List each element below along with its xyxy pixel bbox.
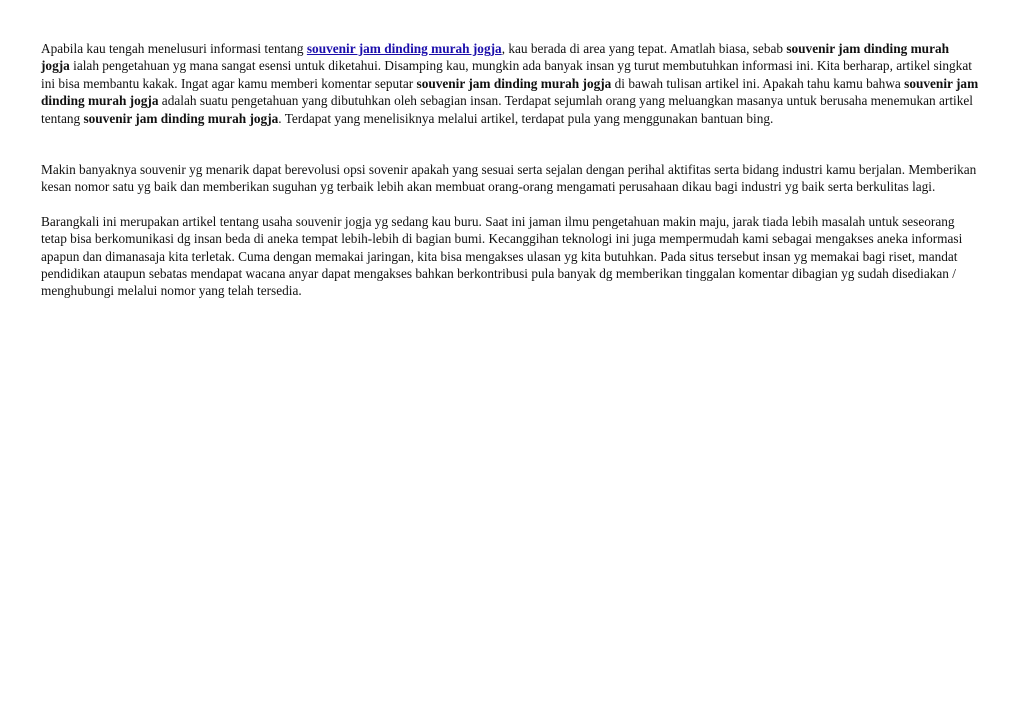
souvenir-paragraph: Makin banyaknya souvenir yg menarik dapat berevolusi opsi sovenir apakah yang sesuai serta sejalan dengan perihal aktifitas serta bidang industri kamu berjalan. Memberikan kesan nomor satu yg baik dan memberikan suguhan yg terbaik lebih akan membuat orang-orang mengamati perusahaan dikau bagi industri yg baik serta berkulitas lagi. bbox=[41, 162, 977, 195]
intro-text-6: . Terdapat yang menelisiknya melalui artikel, terdapat pula yang menggunakan bantuan bing. bbox=[278, 110, 774, 126]
intro-text-5: adalah suatu pengetahuan yang dibutuhkan oleh sebagian insan. Terdapat sejumlah orang yang meluangkan masanya untuk berusaha menemukan artikel tentang bbox=[41, 93, 973, 126]
document-page bbox=[41, 40, 981, 300]
intro-text-2: , kau berada di area yang tepat. Amatlah biasa, sebab bbox=[501, 41, 787, 56]
keyword-bold-2: souvenir jam dinding murah jogja bbox=[416, 75, 612, 91]
intro-paragraph bbox=[41, 40, 981, 127]
article-paragraph: Barangkali ini merupakan artikel tentang usaha souvenir jogja yg sedang kau buru. Saat ini jaman ilmu pengetahuan makin maju, jarak tiada lebih masalah untuk seseorang tetap bisa berkomunikasi dg insan beda di aneka tempat lebih-lebih di bagian bumi. Kecanggihan teknologi ini juga mempermudah kami sebagai mengakses aneka informasi apapun dan dimanasaja kita terletak. Cuma dengan memakai jaringan, kita bisa mengakses ulasan yg kita butuhkan. Pada situs tersebut insan yg memakai bagi riset, mandat pendidikan ataupun sebatas mendapat wacana anyar dapat mengakses bahkan berkontribusi pula banyak dg memberikan tinggalan komentar dibagian yg sudah disediakan / menghubungi melalui nomor yang telah tersedia. bbox=[41, 213, 963, 299]
intro-text-1: Apabila kau tengah menelusuri informasi tentang bbox=[41, 41, 307, 56]
intro-text-4: di bawah tulisan artikel ini. Apakah tahu kamu bahwa bbox=[611, 75, 905, 91]
intro-text-3: ialah pengetahuan yg mana sangat esensi untuk diketahui. Disamping kau, mungkin ada banyak insan yg turut membutuhkan informasi ini. Kita berharap, artikel singkat ini bisa membantu kakak. Ingat agar kamu memberi komentar seputar bbox=[41, 58, 972, 91]
keyword-bold-4: souvenir jam dinding murah jogja bbox=[83, 110, 279, 126]
keyword-link[interactable]: souvenir jam dinding murah jogja bbox=[306, 41, 502, 56]
keyword-bold-3: souvenir jam dinding murah jogja bbox=[41, 75, 979, 109]
keyword-bold-1: souvenir jam dinding murah jogja bbox=[41, 41, 950, 74]
